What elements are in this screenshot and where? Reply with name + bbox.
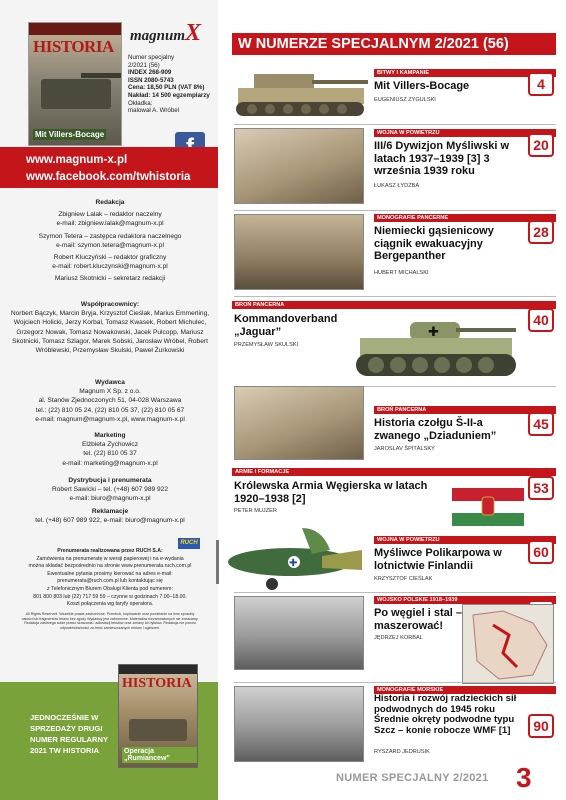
article-category: MONOGRAFIE PANCERNE bbox=[374, 214, 556, 222]
article-author: JĘDRZEJ KORBAL bbox=[374, 635, 423, 641]
editorial-credits: Redakcja Zbigniew Lalak – redaktor naczelny e-mail: zbigniew.lalak@magnum-x.pl Szymon Tetera – zastępca redaktora naczelnego e-mail: szymon.tetera@magnum-x.pl Robert Kluczyński – redaktor graficzny e-mail: robert.kluczynski@magnum-x.pl Mariusz Skotnicki – sekretarz redakcji bbox=[38, 199, 182, 283]
footer-issue-label: NUMER SPECJALNY 2/2021 bbox=[336, 772, 489, 784]
cover-caption: Mit Villers-Bocage bbox=[35, 130, 105, 139]
contents-title: W NUMERZE SPECJALNYM 2/2021 (56) bbox=[232, 33, 556, 55]
magazine-cover-image bbox=[28, 22, 122, 146]
article-author: RYSZARD JEDRUSIK bbox=[374, 749, 430, 755]
article-title[interactable]: Myśliwce Polikarpowa w lotnictwie Finlandii bbox=[374, 547, 502, 572]
marketing-info: Marketing Elżbieta Zychowicz tel. (22) 810 05 37 e-mail: marketing@magnum-x.pl bbox=[62, 432, 158, 467]
article-title[interactable]: Kommandoverband „Jaguar” bbox=[234, 313, 338, 338]
website-link[interactable]: www.magnum-x.pl bbox=[26, 154, 128, 166]
cover-title: HISTORIA bbox=[33, 37, 114, 56]
submarine-photo bbox=[234, 686, 364, 762]
svg-text:✚: ✚ bbox=[428, 324, 439, 339]
divider bbox=[234, 210, 556, 211]
bergepanther-photo bbox=[234, 214, 364, 290]
article-author: ŁUKASZ ŁYDŻBA bbox=[374, 183, 420, 189]
promo-text: JEDNOCZEŚNIE W SPRZEDAŻY DRUGI NUMER REGULARNY 2021 TW HISTORIA bbox=[30, 713, 108, 755]
article-category: MONOGRAFIE MORSKIE bbox=[374, 686, 556, 694]
article-title[interactable]: III/6 Dywizjon Myśliwski w latach 1937–1939 [3] 3 września 1939 roku bbox=[374, 140, 510, 177]
tiger-tank-image bbox=[234, 60, 372, 120]
regular-issue-cover-image bbox=[118, 664, 198, 768]
article-title[interactable]: Mit Villers-Bocage bbox=[374, 80, 470, 92]
distribution-info: Dystrybucja i prenumerata Robert Sawicki – tel. (+48) 607 989 922 e-mail: biuro@magnum-x.pl bbox=[51, 477, 168, 503]
article-category: ARMIE I FORMACJE bbox=[232, 468, 556, 476]
article-author: PRZEMYSŁAW SKULSKI bbox=[234, 342, 299, 348]
page-number-badge[interactable]: 28 bbox=[528, 220, 554, 244]
page-number-badge[interactable]: 40 bbox=[528, 308, 554, 332]
article-title[interactable]: Historia czołgu Š-II-a zwanego „Dziaduniem” bbox=[374, 417, 497, 442]
article-category: BITWY I KAMPANIE bbox=[374, 69, 556, 77]
page-number-badge[interactable]: 53 bbox=[528, 476, 554, 500]
article-title[interactable]: Historia i rozwój radzieckich sił podwodnych do 1945 roku Średnie okręty podwodne typu Szcz – konie robocze WMF [1] bbox=[374, 693, 517, 736]
page-number-badge[interactable]: 60 bbox=[528, 540, 554, 564]
article-author: EUGENIUSZ ZYGULSKI bbox=[374, 97, 436, 103]
article-author: JAROSLAV ŠPITÁLSKÝ bbox=[374, 446, 435, 452]
tank-sii-photo bbox=[234, 386, 364, 460]
page-number-badge[interactable]: 4 bbox=[528, 72, 554, 96]
divider bbox=[234, 296, 556, 297]
map-image bbox=[462, 604, 554, 684]
article-title[interactable]: Królewska Armia Węgierska w latach 1920–1938 [2] bbox=[234, 480, 428, 505]
magnum-x-logo: magnumX bbox=[130, 20, 202, 46]
divider bbox=[234, 124, 556, 125]
divider bbox=[234, 682, 556, 683]
article-title[interactable]: Po węgiel i stal – maszerować! bbox=[374, 607, 463, 632]
svg-text:✚: ✚ bbox=[289, 558, 298, 569]
article-category: WOJNA W POWIETRZU bbox=[374, 536, 556, 544]
article-author: PETER MUJZER bbox=[234, 508, 277, 514]
article-category: BROŃ PANCERNA bbox=[232, 301, 556, 309]
facebook-link[interactable]: www.facebook.com/twhistoria bbox=[26, 171, 191, 183]
issue-info: Numer specjalny 2/2021 (56) INDEX 268-909 ISSN 2080-5743 Cena: 18,50 PLN (VAT 8%) Nakład: 14 500 egzemplarzy Okładka: malował A. Wróbel bbox=[128, 54, 210, 115]
article-author: KRZYSZTOF CIEŚLAK bbox=[374, 576, 433, 582]
t34-tank-image bbox=[356, 318, 522, 384]
article-category: BROŃ PANCERNA bbox=[374, 406, 556, 414]
page-number-badge[interactable]: 45 bbox=[528, 412, 554, 436]
cover2-caption: Operacja „Rumiancew” bbox=[122, 747, 197, 763]
complaints-info: Reklamacje tel. (+48) 607 989 922, e-mail: biuro@magnum-x.pl bbox=[35, 508, 185, 525]
publisher-info: Wydawca Magnum X Sp. z o.o. al. Stanów Zjednoczonych 51, 04-028 Warszawa tel.: (22) 810 05 24, (22) 810 05 37, (22) 810 05 67 e-mail: magnum@magnum-x.pl, www.magnum-x.pl bbox=[35, 379, 185, 423]
page-number-badge[interactable]: 20 bbox=[528, 133, 554, 157]
contributors: Współpracownicy: Norbert Bączyk, Marcin Bryja, Krzysztof Cieślak, Marius Emmerling, Wojciech Holicki, Jerzy Korbal, Tomasz Kwasek, Robert Michulec, Grzegorz Nowak, Tomasz Nowakowski, Jacek Pulcopp, Mariusz Skotnicki, Tomasz Szlagor, Marek Sobski, Jarosław Wróbel, Robert Wróblewski, Przemysław Skulski, Paweł Żurkowski bbox=[10, 301, 210, 355]
article-category: WOJNA W POWIETRZU bbox=[374, 129, 556, 137]
hungarian-flag-image bbox=[452, 488, 524, 526]
march-photo bbox=[234, 596, 364, 670]
article-title[interactable]: Niemiecki gąsienicowy ciągnik ewakuacyjny Bergepanther bbox=[374, 225, 494, 262]
ruch-logo: RUCH bbox=[178, 538, 200, 549]
page-number-badge[interactable]: 90 bbox=[528, 714, 554, 738]
subscription-info: Prenumerata realizowana przez RUCH S.A: Zamówienia na prenumeratę w wersji papierowej i na e-wydania można składać bezpośrednio na stronie www.prenumerata.ruch.com.pl Ewentualne pytania prosimy kierować na adres e-mail: prenumerata@ruch.com.pl lub kontaktując się z Telefonicznym Biurem Obsługi Klienta pod numerem: 801 800 803 lub (22) 717 59 59 – czynne w godzinach 7.00–18.00. Koszt połączenia wg taryfy operatora. bbox=[28, 548, 192, 608]
article-category: WOJSKO POLSKIE 1918–1939 bbox=[374, 596, 556, 604]
copyright-notice: All Rights Reserved. Wszelkie prawa zastrzeżone. Przedruk, kopiowanie oraz powielanie na inne sposoby całości lub fragmentów tekstu bez zgody Wydawcy jest zabronione. Materiałów niezamówionych nie zwracamy. Redakcja zastrzega sobie prawo skracania i adiustacji tekstów oraz zmiany ich tytułów. Redakcja nie ponosi odpowiedzialności za treść zamieszczanych reklam i ogłoszeń. bbox=[21, 612, 199, 630]
cover2-title: HISTORIA bbox=[122, 676, 192, 691]
polikarpov-aircraft-image bbox=[212, 520, 364, 596]
page-number: 3 bbox=[516, 762, 532, 793]
article-author: HUBERT MICHALSKI bbox=[374, 270, 429, 276]
aircraft-wreck-photo bbox=[234, 128, 364, 204]
divider bbox=[234, 592, 556, 593]
